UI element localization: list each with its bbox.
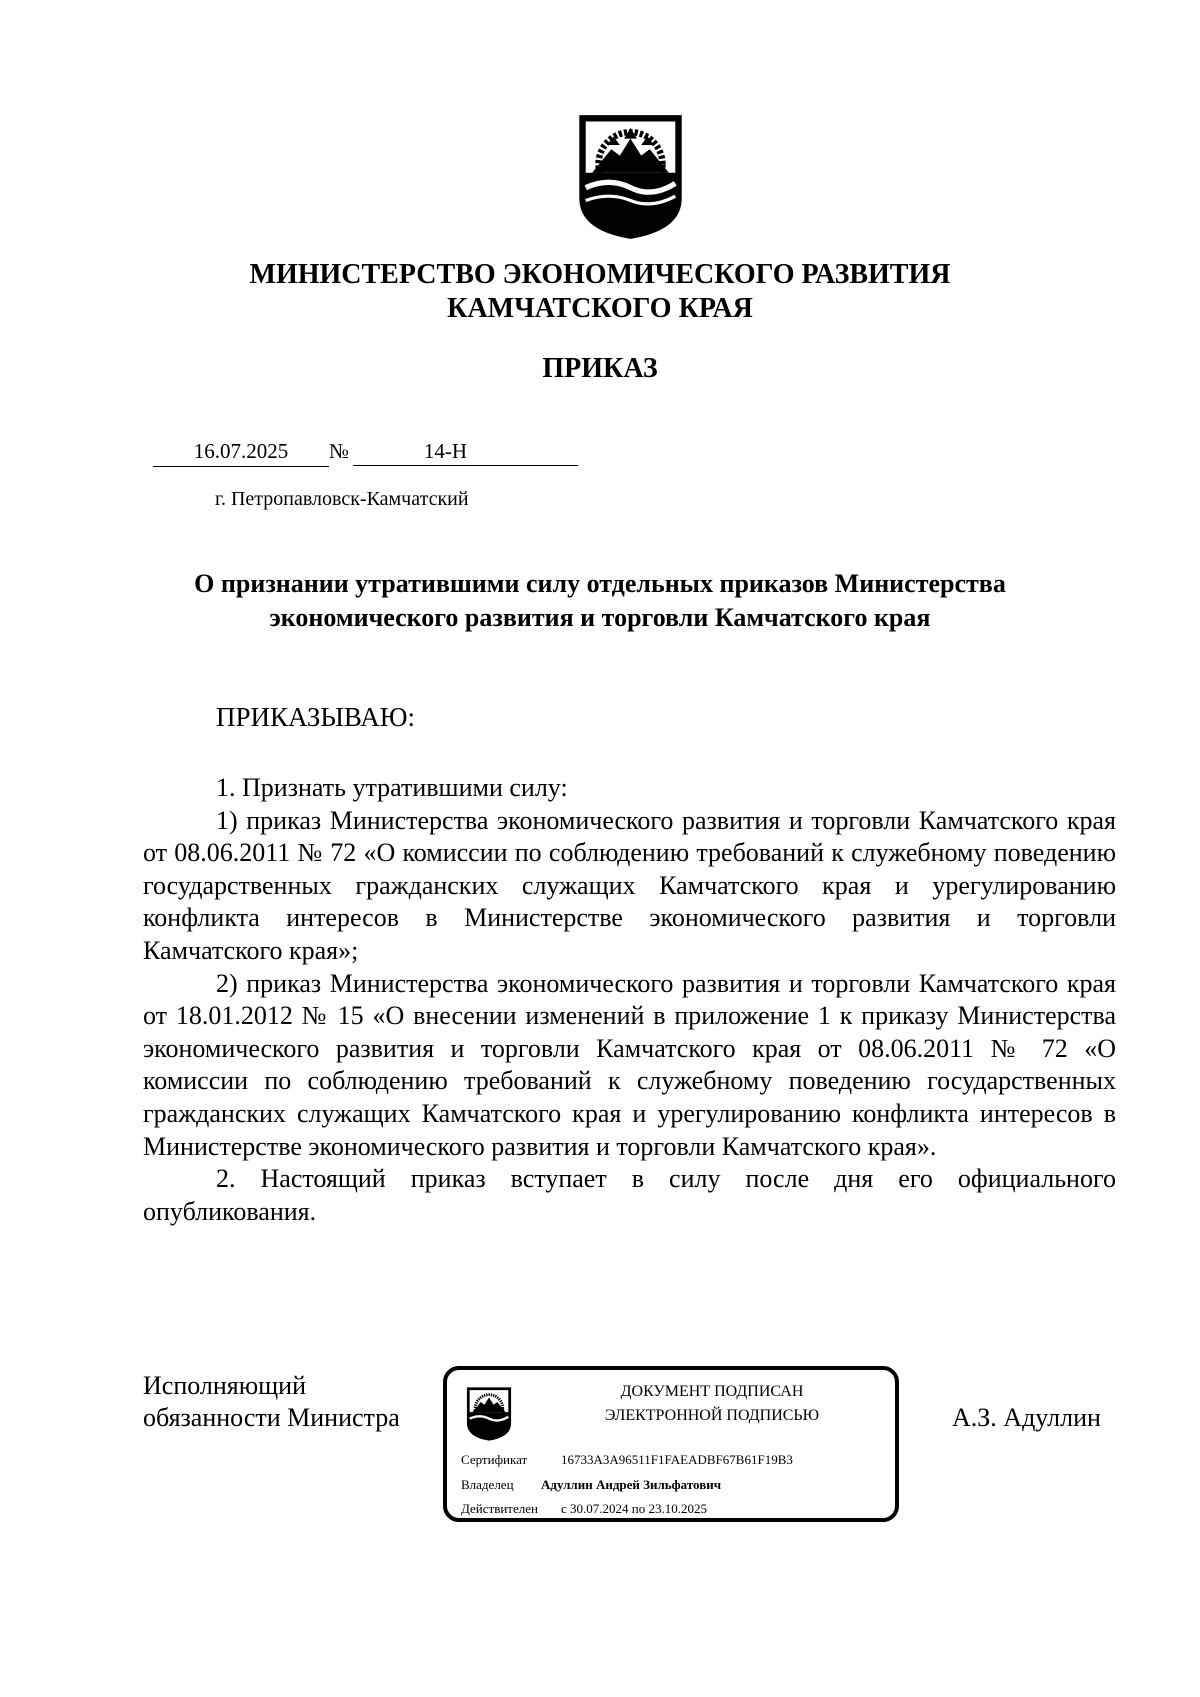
stamp-title-line2: ЭЛЕКТРОННОЙ ПОДПИСЬЮ xyxy=(604,1407,820,1424)
signer-position-line1: Исполняющий xyxy=(143,1371,307,1400)
document-type: ПРИКАЗ xyxy=(542,353,658,384)
paragraph: 2. Настоящий приказ вступает в силу после дня его официального опубликования. xyxy=(143,1164,1116,1226)
order-word: ПРИКАЗЫВАЮ: xyxy=(216,702,415,732)
stamp-emblem-icon xyxy=(466,1386,512,1442)
electronic-signature-stamp xyxy=(443,1366,899,1522)
signer-position-line2: обязанности Министра xyxy=(143,1403,400,1432)
number-sign: № xyxy=(329,439,350,463)
document-number: 14-Н xyxy=(353,436,578,466)
coat-of-arms-icon xyxy=(577,113,684,241)
stamp-owner-row xyxy=(461,1476,721,1494)
document-title-line2: экономического развития и торговли Камчатского края xyxy=(269,603,931,632)
stamp-owner-value: Адуллин Андрей Зильфатович xyxy=(541,1477,722,1492)
stamp-validity-row xyxy=(461,1500,707,1518)
paragraph: 2) приказ Министерства экономического развития и торговли Камчатского края от 18.01.2012 № 15 «О внесении изменений в приложение 1 к приказу Министерства экономического развития и торговли Камчатского края от 08.06.2011 № 72 «О комиссии по соблюдению требований к служебному поведению государственных гражданских служащих Камчатского края и урегулированию конфликта интересов в Министерстве экономического развития и торговли Камчатского края». xyxy=(143,968,1116,1161)
document-date: 16.07.2025 xyxy=(153,436,329,467)
stamp-certificate-label: Сертификат xyxy=(461,1452,528,1467)
signer-name: А.З. Адуллин xyxy=(952,1403,1101,1432)
stamp-validity-value: с 30.07.2024 по 23.10.2025 xyxy=(561,1501,707,1516)
stamp-owner-label: Владелец xyxy=(461,1477,514,1492)
paragraph: 1. Признать утратившими силу: xyxy=(216,773,568,802)
stamp-certificate-row xyxy=(461,1451,793,1469)
paragraph: 1) приказ Министерства экономического развития и торговли Камчатского края от 08.06.2011 № 72 «О комиссии по соблюдению требований к служебному поведению государственных гражданских служащих Камчатского края и урегулированию конфликта интересов в Министерстве экономического развития и торговли Камчатского края»; xyxy=(143,805,1116,965)
document-title-line1: О признании утратившими силу отдельных приказов Министерства xyxy=(194,569,1006,598)
stamp-validity-label: Действителен xyxy=(461,1501,538,1516)
ministry-name-line2: КАМЧАТСКОГО КРАЯ xyxy=(447,293,753,324)
stamp-certificate-value: 16733A3A96511F1FAEADBF67B61F19B3 xyxy=(561,1452,793,1467)
body-text xyxy=(143,772,1116,1228)
ministry-name-line1: МИНИСТЕРСТВО ЭКОНОМИЧЕСКОГО РАЗВИТИЯ xyxy=(249,259,951,290)
stamp-title-line1: ДОКУМЕНТ ПОДПИСАН xyxy=(620,1383,804,1400)
city: г. Петропавловск-Камчатский xyxy=(215,488,469,510)
